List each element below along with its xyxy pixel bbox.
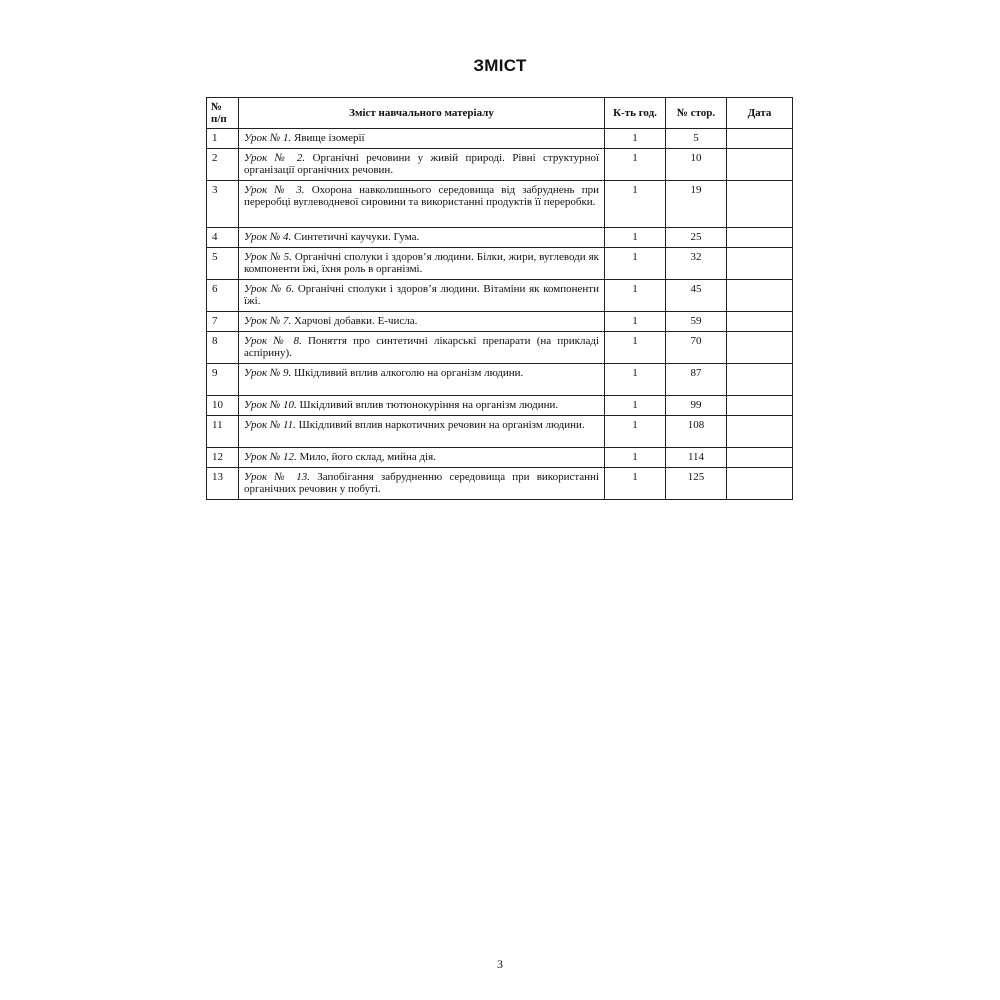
- row-topic: [239, 228, 605, 248]
- lesson-label: Урок № 10.: [244, 399, 297, 411]
- row-topic: [239, 416, 605, 448]
- table-row: [207, 181, 793, 228]
- lesson-label: Урок № 8.: [244, 335, 302, 347]
- row-number: 4: [207, 228, 239, 248]
- lesson-label: Урок № 3.: [244, 184, 305, 196]
- row-page: 125: [666, 468, 727, 500]
- row-date: [727, 129, 793, 149]
- row-hours: 1: [605, 448, 666, 468]
- table-row: [207, 248, 793, 280]
- row-topic: [239, 181, 605, 228]
- contents-table: [206, 97, 793, 500]
- table-row: [207, 364, 793, 396]
- row-date: [727, 228, 793, 248]
- table-row: [207, 468, 793, 500]
- row-hours: 1: [605, 332, 666, 364]
- row-date: [727, 312, 793, 332]
- header-number-abbrev: п/п: [211, 113, 227, 125]
- row-number: 7: [207, 312, 239, 332]
- row-date: [727, 448, 793, 468]
- table-row: [207, 332, 793, 364]
- row-number: 1: [207, 129, 239, 149]
- table-row: [207, 448, 793, 468]
- row-page: 32: [666, 248, 727, 280]
- lesson-topic-text: Запобігання забрудненню середовища при використанні органічних речовин у побуті.: [244, 471, 599, 495]
- row-number: 2: [207, 149, 239, 181]
- row-topic: [239, 468, 605, 500]
- row-number: 11: [207, 416, 239, 448]
- lesson-label: Урок № 12.: [244, 451, 297, 463]
- table-row: [207, 396, 793, 416]
- row-page: 45: [666, 280, 727, 312]
- lesson-label: Урок № 13.: [244, 471, 311, 483]
- row-number: 6: [207, 280, 239, 312]
- row-hours: 1: [605, 149, 666, 181]
- row-date: [727, 396, 793, 416]
- table-row: [207, 312, 793, 332]
- row-page: 5: [666, 129, 727, 149]
- table-body: [207, 129, 793, 500]
- row-page: 19: [666, 181, 727, 228]
- row-number: 9: [207, 364, 239, 396]
- row-hours: 1: [605, 364, 666, 396]
- lesson-label: Урок № 1.: [244, 132, 292, 144]
- page-number: 3: [497, 957, 503, 971]
- row-hours: 1: [605, 248, 666, 280]
- row-page: 108: [666, 416, 727, 448]
- page-title: ЗМІСТ: [473, 56, 527, 75]
- row-hours: 1: [605, 228, 666, 248]
- lesson-label: Урок № 7.: [244, 315, 292, 327]
- row-topic: [239, 396, 605, 416]
- table-row: [207, 280, 793, 312]
- row-page: 25: [666, 228, 727, 248]
- row-date: [727, 248, 793, 280]
- row-topic: [239, 312, 605, 332]
- row-number: 8: [207, 332, 239, 364]
- table-header-row: [207, 98, 793, 129]
- header-hours: К-ть год.: [605, 98, 666, 129]
- row-page: 114: [666, 448, 727, 468]
- row-number: 13: [207, 468, 239, 500]
- row-page: 70: [666, 332, 727, 364]
- lesson-label: Урок № 4.: [244, 231, 292, 243]
- header-date: Дата: [727, 98, 793, 129]
- header-content: Зміст навчального матеріалу: [239, 98, 605, 129]
- row-date: [727, 468, 793, 500]
- row-topic: [239, 280, 605, 312]
- row-page: 99: [666, 396, 727, 416]
- lesson-topic-text: Шкідливий вплив алкоголю на організм людини.: [293, 367, 524, 379]
- lesson-topic-text: Органічні речовини у живій природі. Рівні структурної організації органічних речовин.: [244, 152, 600, 176]
- row-hours: 1: [605, 280, 666, 312]
- row-topic: [239, 448, 605, 468]
- table-row: [207, 129, 793, 149]
- lesson-topic-text: Явище ізомерії: [293, 132, 365, 144]
- row-page: 10: [666, 149, 727, 181]
- lesson-topic-text: Органічні сполуки і здоров’я людини. Вітаміни як компоненти їжі.: [244, 283, 600, 307]
- lesson-topic-text: Синтетичні каучуки. Гума.: [293, 231, 420, 243]
- row-page: 87: [666, 364, 727, 396]
- header-number: [207, 98, 239, 129]
- lesson-label: Урок № 6.: [244, 283, 295, 295]
- lesson-label: Урок № 11.: [244, 419, 296, 431]
- lesson-topic-text: Поняття про синтетичні лікарські препарати (на прикладі аспірину).: [244, 335, 600, 359]
- table-row: [207, 228, 793, 248]
- row-topic: [239, 149, 605, 181]
- table-row: [207, 416, 793, 448]
- row-topic: [239, 364, 605, 396]
- row-date: [727, 149, 793, 181]
- header-number-symbol: №: [211, 101, 223, 113]
- row-hours: 1: [605, 129, 666, 149]
- header-page: № стор.: [666, 98, 727, 129]
- lesson-topic-text: Охорона навколишнього середовища від забруднень при переробці вуглеводневої сировини та використанні продуктів її переробки.: [244, 184, 600, 208]
- lesson-label: Урок № 9.: [244, 367, 292, 379]
- row-hours: 1: [605, 416, 666, 448]
- row-hours: 1: [605, 396, 666, 416]
- row-hours: 1: [605, 468, 666, 500]
- row-topic: [239, 129, 605, 149]
- lesson-topic-text: Шкідливий вплив тютюнокуріння на організм людини.: [299, 399, 559, 411]
- row-hours: 1: [605, 181, 666, 228]
- row-page: 59: [666, 312, 727, 332]
- row-date: [727, 280, 793, 312]
- row-date: [727, 364, 793, 396]
- row-number: 3: [207, 181, 239, 228]
- lesson-label: Урок № 2.: [244, 152, 306, 164]
- row-date: [727, 181, 793, 228]
- row-date: [727, 416, 793, 448]
- lesson-topic-text: Мило, його склад, мийна дія.: [299, 451, 436, 463]
- row-topic: [239, 248, 605, 280]
- row-number: 12: [207, 448, 239, 468]
- lesson-topic-text: Харчові добавки. Е-числа.: [293, 315, 418, 327]
- row-number: 5: [207, 248, 239, 280]
- lesson-topic-text: Шкідливий вплив наркотичних речовин на організм людини.: [298, 419, 585, 431]
- table-row: [207, 149, 793, 181]
- row-topic: [239, 332, 605, 364]
- lesson-topic-text: Органічні сполуки і здоров’я людини. Білки, жири, вуглеводи як компоненти їжі, їхня роль в організмі.: [244, 251, 599, 275]
- row-hours: 1: [605, 312, 666, 332]
- row-date: [727, 332, 793, 364]
- row-number: 10: [207, 396, 239, 416]
- lesson-label: Урок № 5.: [244, 251, 292, 263]
